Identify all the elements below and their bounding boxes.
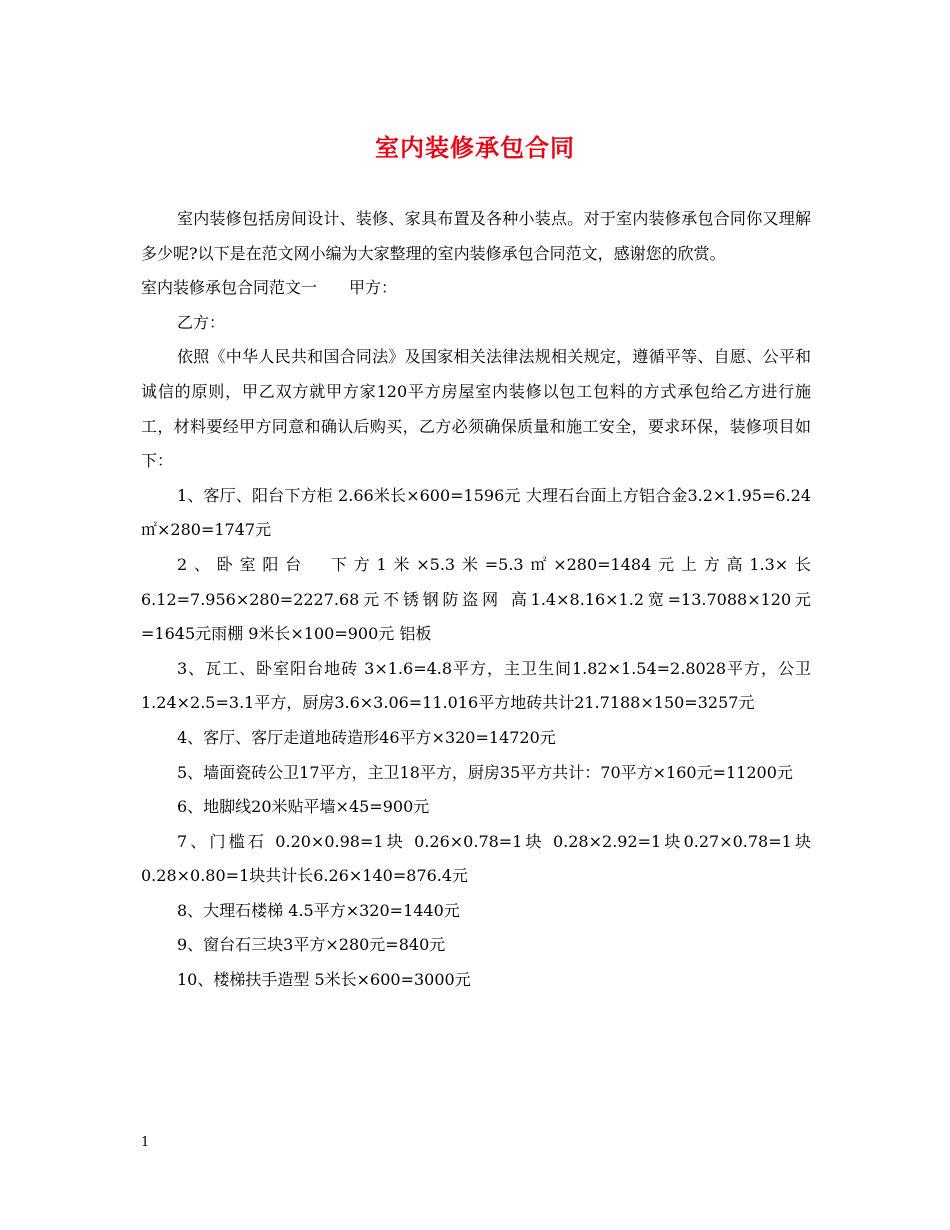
list-item: 7、门槛石 0.20×0.98=1块 0.26×0.78=1块 0.28×2.92=1块0.27×0.78=1块 0.28×0.80=1块共计长6.26×140=876.4元: [141, 831, 811, 886]
document-title: 室内装修承包合同: [375, 133, 575, 162]
list-item: 4、客厅、客厅走道地砖造形46平方×320=14720元: [177, 727, 556, 747]
list-item: 2、卧室阳台 下方1米×5.3米=5.3㎡×280=1484元上方高1.3×长6.12=7.956×280=2227.68元不锈钢防盗网 高1.4×8.16×1.2宽=13.7088×120元=1645元雨棚 9米长×100=900元 铝板: [141, 554, 811, 644]
list-item: 5、墙面瓷砖公卫17平方，主卫18平方，厨房35平方共计：70平方×160元=11200元: [177, 762, 793, 782]
list-item: 1、客厅、阳台下方柜 2.66米长×600=1596元 大理石台面上方铝合金3.2×1.95=6.24㎡×280=1747元: [141, 485, 811, 540]
list-item: 9、窗台石三块3平方×280元=840元: [177, 935, 446, 955]
intro-paragraph: 室内装修包括房间设计、装修、家具布置及各种小装点。对于室内装修承包合同你又理解多少呢?以下是在范文网小编为大家整理的室内装修承包合同范文，感谢您的欣赏。: [141, 209, 811, 263]
list-item: 6、地脚线20米贴平墙×45=900元: [177, 797, 430, 817]
list-item: 3、瓦工、卧室阳台地砖 3×1.6=4.8平方，主卫生间1.82×1.54=2.8028平方，公卫1.24×2.5=3.1平方，厨房3.6×3.06=11.016平方地砖共计21.7188×150=3257元: [141, 658, 811, 713]
legal-basis-paragraph: 依照《中华人民共和国合同法》及国家相关法律法规相关规定，遵循平等、自愿、公平和诚信的原则，甲乙双方就甲方家120平方房屋室内装修以包工包料的方式承包给乙方进行施工，材料要经甲方同意和确认后购买，乙方必须确保质量和施工安全，要求环保，装修项目如下：: [141, 347, 811, 471]
document-body: [141, 202, 811, 998]
page-number: 1: [141, 1135, 150, 1150]
list-item: 8、大理石楼梯 4.5平方×320=1440元: [177, 900, 460, 920]
contract-heading-line: 室内装修承包合同范文一 甲方：: [141, 278, 398, 298]
list-item: 10、楼梯扶手造型 5米长×600=3000元: [177, 970, 471, 990]
party-b-line: 乙方：: [177, 312, 226, 332]
